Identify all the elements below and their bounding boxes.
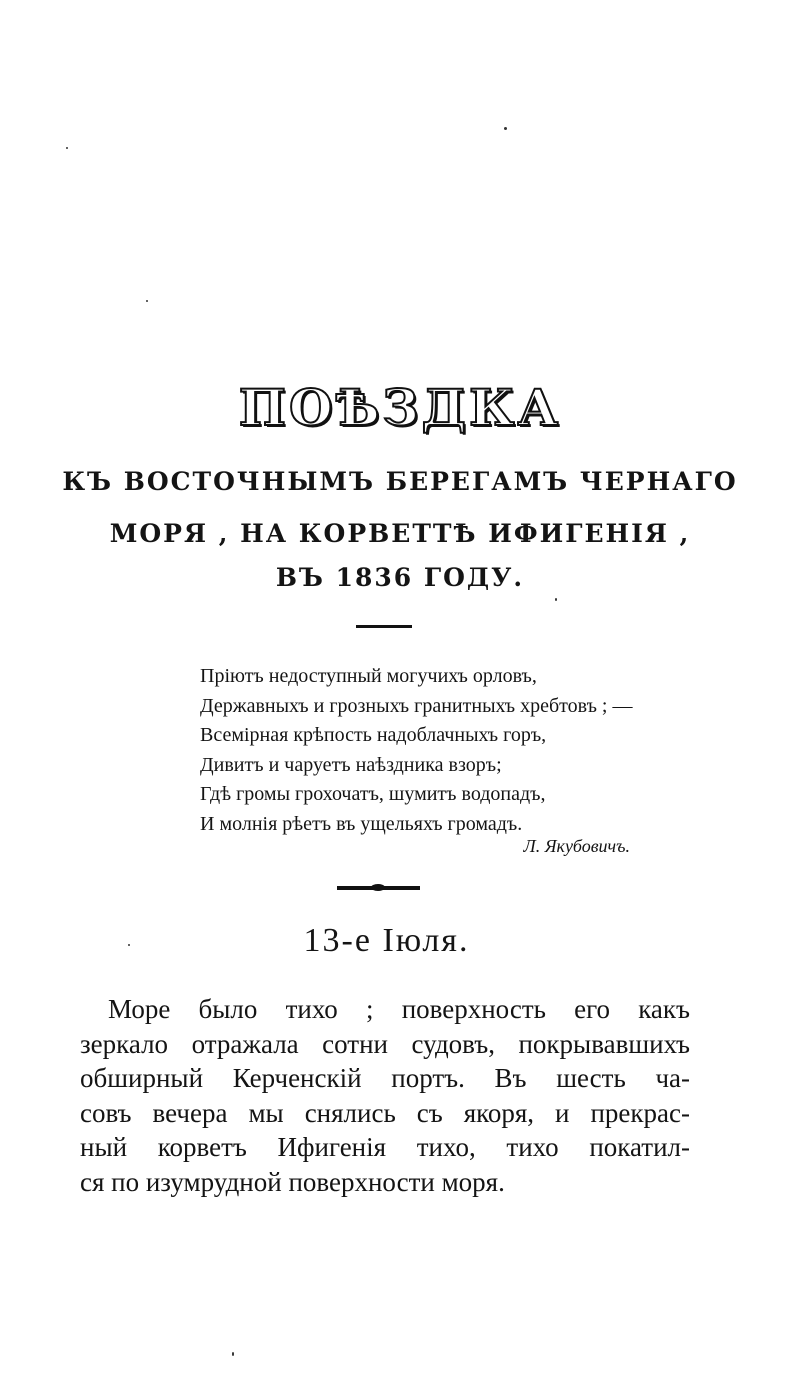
body-paragraph xyxy=(80,992,690,1199)
print-speck xyxy=(504,127,507,130)
paragraph-line: зеркало отражала сотни судовъ, покрывавшихъ xyxy=(80,1028,690,1059)
epigraph-line: Всемірная крѣпость надоблачныхъ горъ, xyxy=(200,724,547,746)
print-speck xyxy=(232,1352,234,1356)
subtitle-line-1: КЪ ВОСТОЧНЫМЪ БЕРЕГАМЪ ЧЕРНАГО xyxy=(62,467,738,496)
epigraph-line: Дивитъ и чаруетъ наѣздника взоръ; xyxy=(200,753,502,776)
section-heading: 13-е Іюля. xyxy=(303,922,470,959)
epigraph xyxy=(200,662,700,839)
epigraph-line: Державныхъ и грозныхъ гранитныхъ хребтовъ ; — xyxy=(200,694,633,717)
subtitle-line-2: МОРЯ , НА КОРВЕТТѢ ИФИГЕНІЯ , xyxy=(109,519,691,548)
print-speck xyxy=(555,598,557,601)
epigraph-line: Гдѣ громы грохочатъ, шумитъ водопадъ, xyxy=(200,783,546,805)
epigraph-line: И молнія рѣетъ въ ущельяхъ громадъ. xyxy=(200,812,523,835)
paragraph-line: обширный Керченскій портъ. Въ шесть ча- xyxy=(80,1063,690,1093)
title-divider xyxy=(356,625,412,628)
ornamental-divider xyxy=(337,886,420,890)
paragraph-line: Море было тихо ; поверхность его какъ xyxy=(108,994,690,1024)
subtitle-line-3: ВЪ 1836 ГОДУ. xyxy=(275,563,525,592)
paragraph-line: ный корветъ Ифигенія тихо, тихо покатил- xyxy=(80,1132,690,1162)
paragraph-line: ся по изумрудной поверхности моря. xyxy=(80,1166,505,1197)
page-title: ПОѢЗДКА xyxy=(238,378,562,437)
paragraph-line: совъ вечера мы снялись съ якоря, и прекрас- xyxy=(80,1097,690,1128)
print-speck xyxy=(146,300,148,302)
epigraph-line: Пріютъ недоступный могучихъ орловъ, xyxy=(200,665,537,687)
print-speck xyxy=(66,147,68,149)
epigraph-author: Л. Якубовичъ. xyxy=(523,836,630,856)
